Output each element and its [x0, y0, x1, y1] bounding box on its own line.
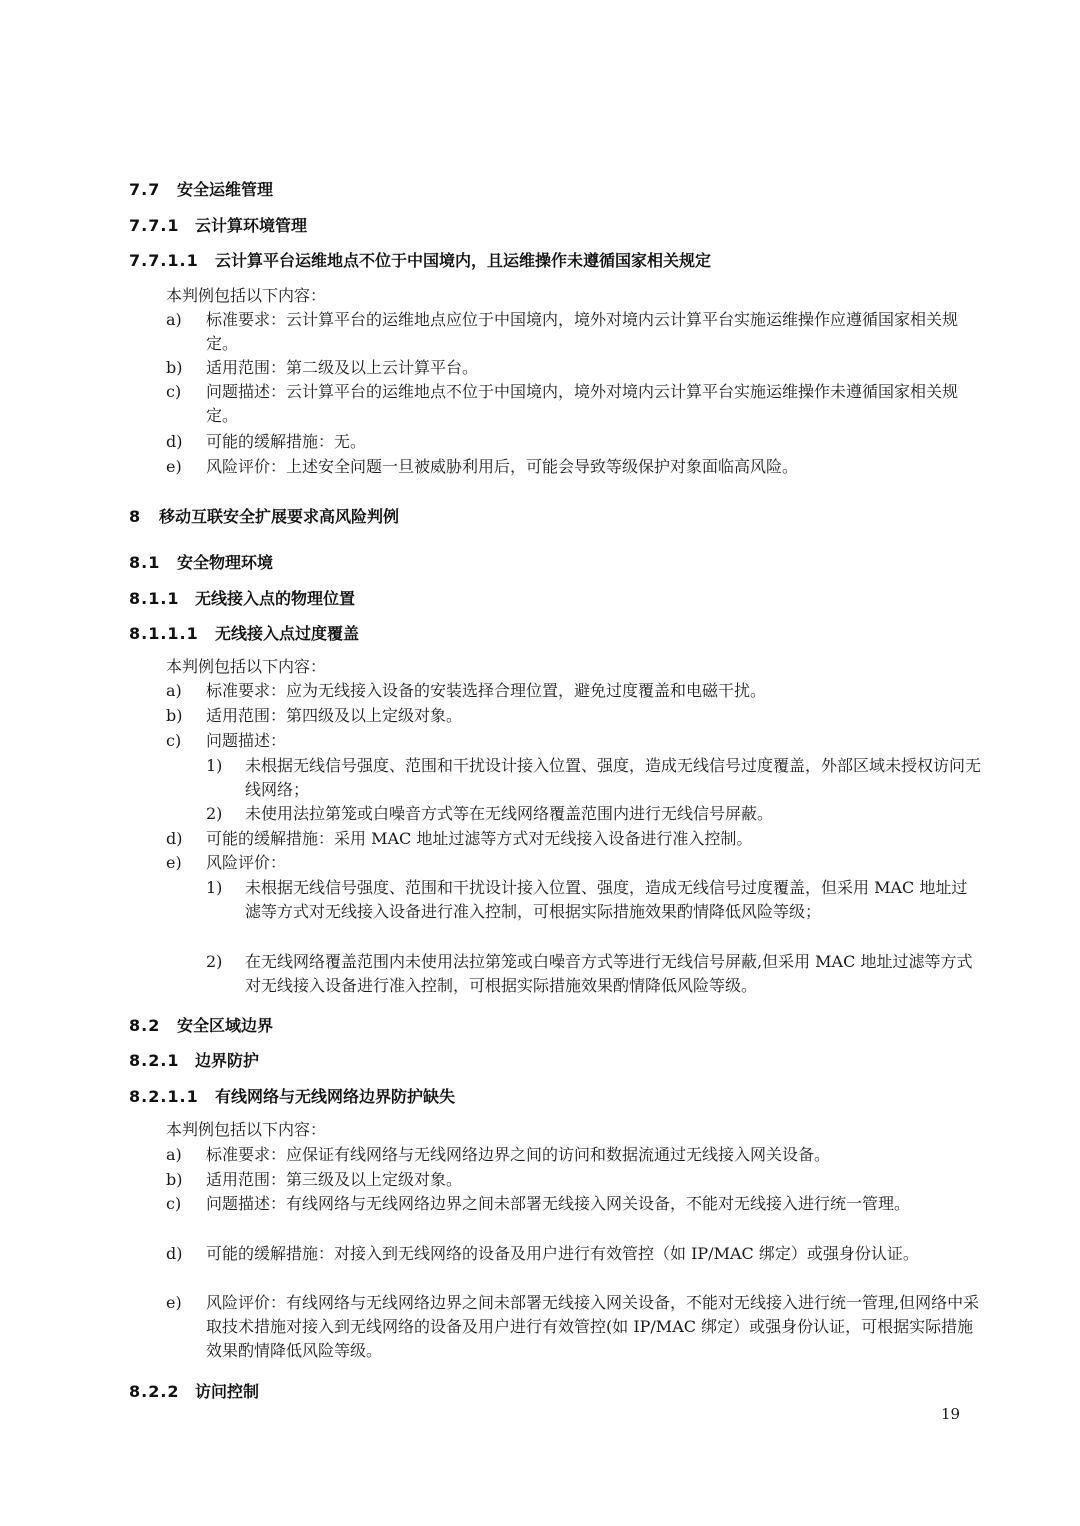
heading-title: 有线网络与无线网络边界防护缺失 [215, 1087, 456, 1106]
list-item-text: 问题描述： [206, 731, 287, 750]
heading-8-1 [129, 550, 273, 573]
intro-text: 本判例包括以下内容： [166, 657, 327, 676]
heading-number: 8.2.1 [129, 1051, 180, 1070]
list-item-text: 适用范围：第二级及以上云计算平台。 [206, 358, 479, 377]
heading-8-1-1 [129, 586, 355, 609]
heading-8-2-1 [129, 1048, 259, 1071]
heading-title: 云计算环境管理 [195, 216, 308, 235]
sublist-item-text: 未根据无线信号强度、范围和干扰设计接入位置、强度，造成无线信号过度覆盖，外部区域未授权访问无线网络； [245, 756, 982, 799]
sublist-label: 2) [206, 804, 223, 823]
list-item-text: 标准要求：云计算平台的运维地点应位于中国境内，境外对境内云计算平台实施运维操作应遵循国家相关规定。 [206, 310, 959, 353]
sublist-label: 1) [206, 756, 223, 775]
list-item-text: 问题描述：有线网络与无线网络边界之间未部署无线接入网关设备，不能对无线接入进行统一管理。 [206, 1194, 911, 1213]
heading-title: 无线接入点的物理位置 [195, 589, 356, 608]
list-label: e) [166, 853, 182, 872]
heading-number: 8 [129, 507, 142, 526]
heading-number: 8.1 [129, 553, 161, 572]
heading-title: 安全区域边界 [177, 1016, 274, 1035]
heading-number: 7.7.1 [129, 216, 180, 235]
list-label: b) [166, 1170, 183, 1189]
list-item-text: 适用范围：第四级及以上定级对象。 [206, 706, 463, 725]
heading-title: 安全运维管理 [177, 180, 274, 199]
heading-8-2 [129, 1013, 273, 1036]
list-item-text: 可能的缓解措施：对接入到无线网络的设备及用户进行有效管控（如 IP/MAC 绑定）或强身份认证。 [206, 1244, 919, 1263]
list-label: e) [166, 1293, 182, 1312]
list-item-text: 风险评价： [206, 853, 287, 872]
list-item-text: 问题描述：云计算平台的运维地点不位于中国境内，境外对境内云计算平台实施运维操作未遵循国家相关规定。 [206, 382, 959, 425]
sublist-label: 2) [206, 952, 223, 971]
sublist-item-text: 未根据无线信号强度、范围和干扰设计接入位置、强度，造成无线信号过度覆盖，但采用 MAC 地址过滤等方式对无线接入设备进行准入控制，可根据实际措施效果酌情降低风险等级； [245, 878, 968, 921]
list-item-text: 风险评价：上述安全问题一旦被威胁利用后，可能会导致等级保护对象面临高风险。 [206, 457, 799, 476]
heading-title: 访问控制 [195, 1382, 260, 1401]
sublist-item-text: 在无线网络覆盖范围内未使用法拉第笼或白噪音方式等进行无线信号屏蔽,但采用 MAC 地址过滤等方式对无线接入设备进行准入控制，可根据实际措施效果酌情降低风险等级。 [245, 952, 973, 995]
heading-number: 8.2.1.1 [129, 1087, 199, 1106]
list-label: c) [166, 382, 182, 401]
heading-7-7-1 [129, 213, 307, 236]
list-label: a) [166, 681, 182, 700]
list-item-text: 标准要求：应为无线接入设备的安装选择合理位置，避免过度覆盖和电磁干扰。 [206, 681, 767, 700]
heading-7-7-1-1 [129, 248, 711, 271]
list-label: d) [166, 829, 183, 848]
list-label: b) [166, 358, 183, 377]
heading-8-2-2 [129, 1379, 259, 1402]
list-item-text: 可能的缓解措施：无。 [206, 432, 367, 451]
intro-text: 本判例包括以下内容： [166, 1120, 327, 1139]
list-label: c) [166, 1194, 182, 1213]
list-label: b) [166, 706, 183, 725]
intro-text: 本判例包括以下内容： [166, 286, 327, 305]
heading-number: 8.1.1.1 [129, 624, 199, 643]
heading-number: 8.2.2 [129, 1382, 180, 1401]
sublist-label: 1) [206, 878, 223, 897]
heading-number: 8.2 [129, 1016, 161, 1035]
heading-title: 云计算平台运维地点不位于中国境内，且运维操作未遵循国家相关规定 [215, 251, 712, 270]
heading-7-7 [129, 177, 273, 200]
list-item-text: 标准要求：应保证有线网络与无线网络边界之间的访问和数据流通过无线接入网关设备。 [206, 1145, 831, 1164]
page-number: 19 [941, 1405, 961, 1423]
heading-8-2-1-1 [129, 1084, 455, 1107]
list-label: d) [166, 432, 183, 451]
list-label: a) [166, 1145, 182, 1164]
heading-title: 边界防护 [195, 1051, 260, 1070]
list-label: c) [166, 731, 182, 750]
heading-8 [129, 504, 399, 527]
heading-title: 安全物理环境 [177, 553, 274, 572]
heading-number: 8.1.1 [129, 589, 180, 608]
heading-number: 7.7 [129, 180, 161, 199]
list-label: a) [166, 310, 182, 329]
heading-number: 7.7.1.1 [129, 251, 199, 270]
heading-8-1-1-1 [129, 621, 359, 644]
list-label: d) [166, 1244, 183, 1263]
sublist-item-text: 未使用法拉第笼或白噪音方式等在无线网络覆盖范围内进行无线信号屏蔽。 [245, 804, 774, 823]
list-item-text: 风险评价：有线网络与无线网络边界之间未部署无线接入网关设备，不能对无线接入进行统一管理,但网络中采取技术措施对接入到无线网络的设备及用户进行有效管控(如 IP/MAC 绑定）或强身份认证，可根据实际措施效果酌情降低风险等级。 [206, 1293, 980, 1360]
list-label: e) [166, 457, 182, 476]
heading-title: 移动互联安全扩展要求高风险判例 [159, 507, 400, 526]
list-item-text: 适用范围：第三级及以上定级对象。 [206, 1170, 463, 1189]
list-item-text: 可能的缓解措施：采用 MAC 地址过滤等方式对无线接入设备进行准入控制。 [206, 829, 753, 848]
heading-title: 无线接入点过度覆盖 [215, 624, 360, 643]
